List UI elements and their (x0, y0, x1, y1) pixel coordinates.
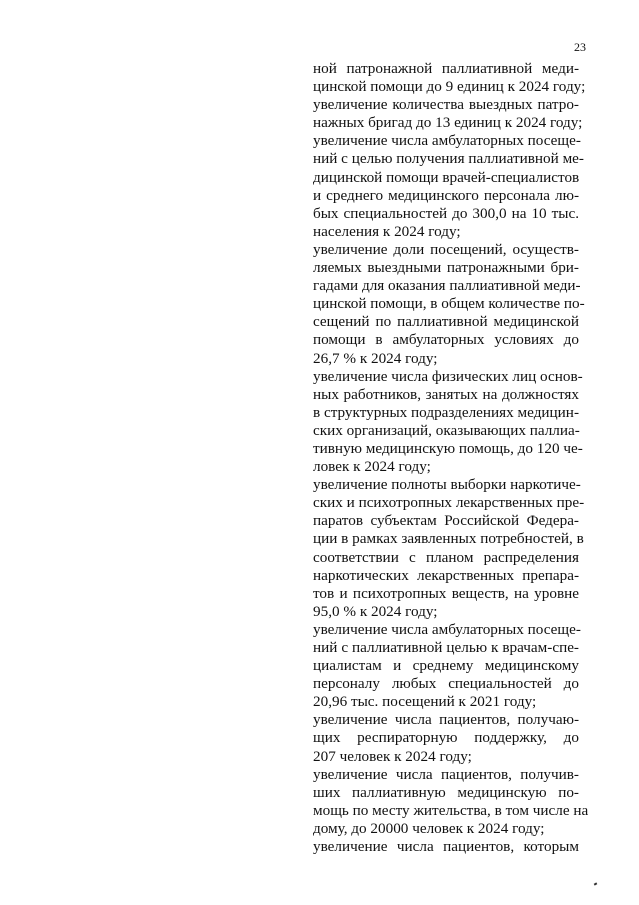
text-line: наркотических лекарственных препара- (313, 566, 579, 584)
text-line: ных работников, занятых на должностях (313, 385, 579, 403)
text-line: ний с паллиативной целью к врачам-спе- (313, 639, 579, 656)
text-line: паратов субъектам Российской Федера- (313, 512, 579, 530)
text-line: дицинской помощи врачей-специалистов (313, 168, 580, 186)
text-line: ной патронажной паллиативной меди- (313, 60, 579, 77)
text-line: цинской помощи до 9 единиц к 2024 году; (313, 78, 586, 96)
text-line: помощи в амбулаторных условиях до (313, 331, 579, 349)
text-line: тов и психотропных веществ, на уровне (313, 584, 579, 602)
text-line: увеличение полноты выборки наркотиче- (313, 476, 581, 494)
text-line: щих респираторную поддержку, до (313, 729, 579, 747)
page-number: 23 (574, 40, 586, 54)
text-line: персоналу любых специальностей до (313, 675, 579, 693)
text-line: 26,7 % к 2024 году; (313, 349, 438, 367)
text-line: гадами для оказания паллиативной меди- (313, 277, 581, 295)
text-line: увеличение числа амбулаторных посеще- (313, 620, 581, 638)
text-line: увеличение числа амбулаторных посеще- (313, 132, 581, 150)
text-line: увеличение числа пациентов, получив- (313, 765, 579, 783)
text-line: ний с целью получения паллиативной ме- (313, 150, 584, 168)
document-body (313, 60, 589, 856)
text-line: и среднего медицинского персонала лю- (313, 186, 579, 204)
text-line: увеличение числа пациентов, получаю- (313, 711, 579, 729)
text-line: увеличение количества выездных патро- (313, 96, 579, 114)
text-line: ции в рамках заявленных потребностей, в (313, 530, 584, 548)
text-line: увеличение числа пациентов, которым (313, 838, 579, 856)
text-line: населения к 2024 году; (313, 222, 461, 240)
text-line: тивную медицинскую помощь, до 120 че- (313, 439, 583, 457)
text-line: сещений по паллиативной медицинской (313, 313, 579, 331)
text-line: дому, до 20000 человек к 2024 году; (313, 819, 545, 837)
text-line: 20,96 тыс. посещений к 2021 году; (313, 693, 537, 711)
text-line: циалистам и среднему медицинскому (313, 657, 579, 675)
text-line: соответствии с планом распределения (313, 548, 579, 566)
text-line: увеличение доли посещений, осуществ- (313, 240, 579, 258)
text-line: бых специальностей до 300,0 на 10 тыс. (313, 204, 579, 222)
scan-speck-mark (594, 882, 598, 885)
text-line: ловек к 2024 году; (313, 458, 431, 476)
text-line: в структурных подразделениях медицин- (313, 403, 579, 421)
text-line: мощь по месту жительства, в том числе на (313, 801, 589, 819)
text-line: увеличение числа физических лиц основ- (313, 367, 583, 385)
text-line: цинской помощи, в общем количестве по- (313, 295, 585, 313)
text-line: ших паллиативную медицинскую по- (313, 783, 579, 801)
text-line: ских и психотропных лекарственных пре- (313, 494, 585, 512)
text-line: нажных бригад до 13 единиц к 2024 году; (313, 114, 583, 132)
text-line: ских организаций, оказывающих паллиа- (313, 421, 580, 439)
text-line: ляемых выездными патронажными бри- (313, 259, 579, 277)
text-line: 207 человек к 2024 году; (313, 747, 472, 765)
text-line: 95,0 % к 2024 году; (313, 602, 438, 620)
